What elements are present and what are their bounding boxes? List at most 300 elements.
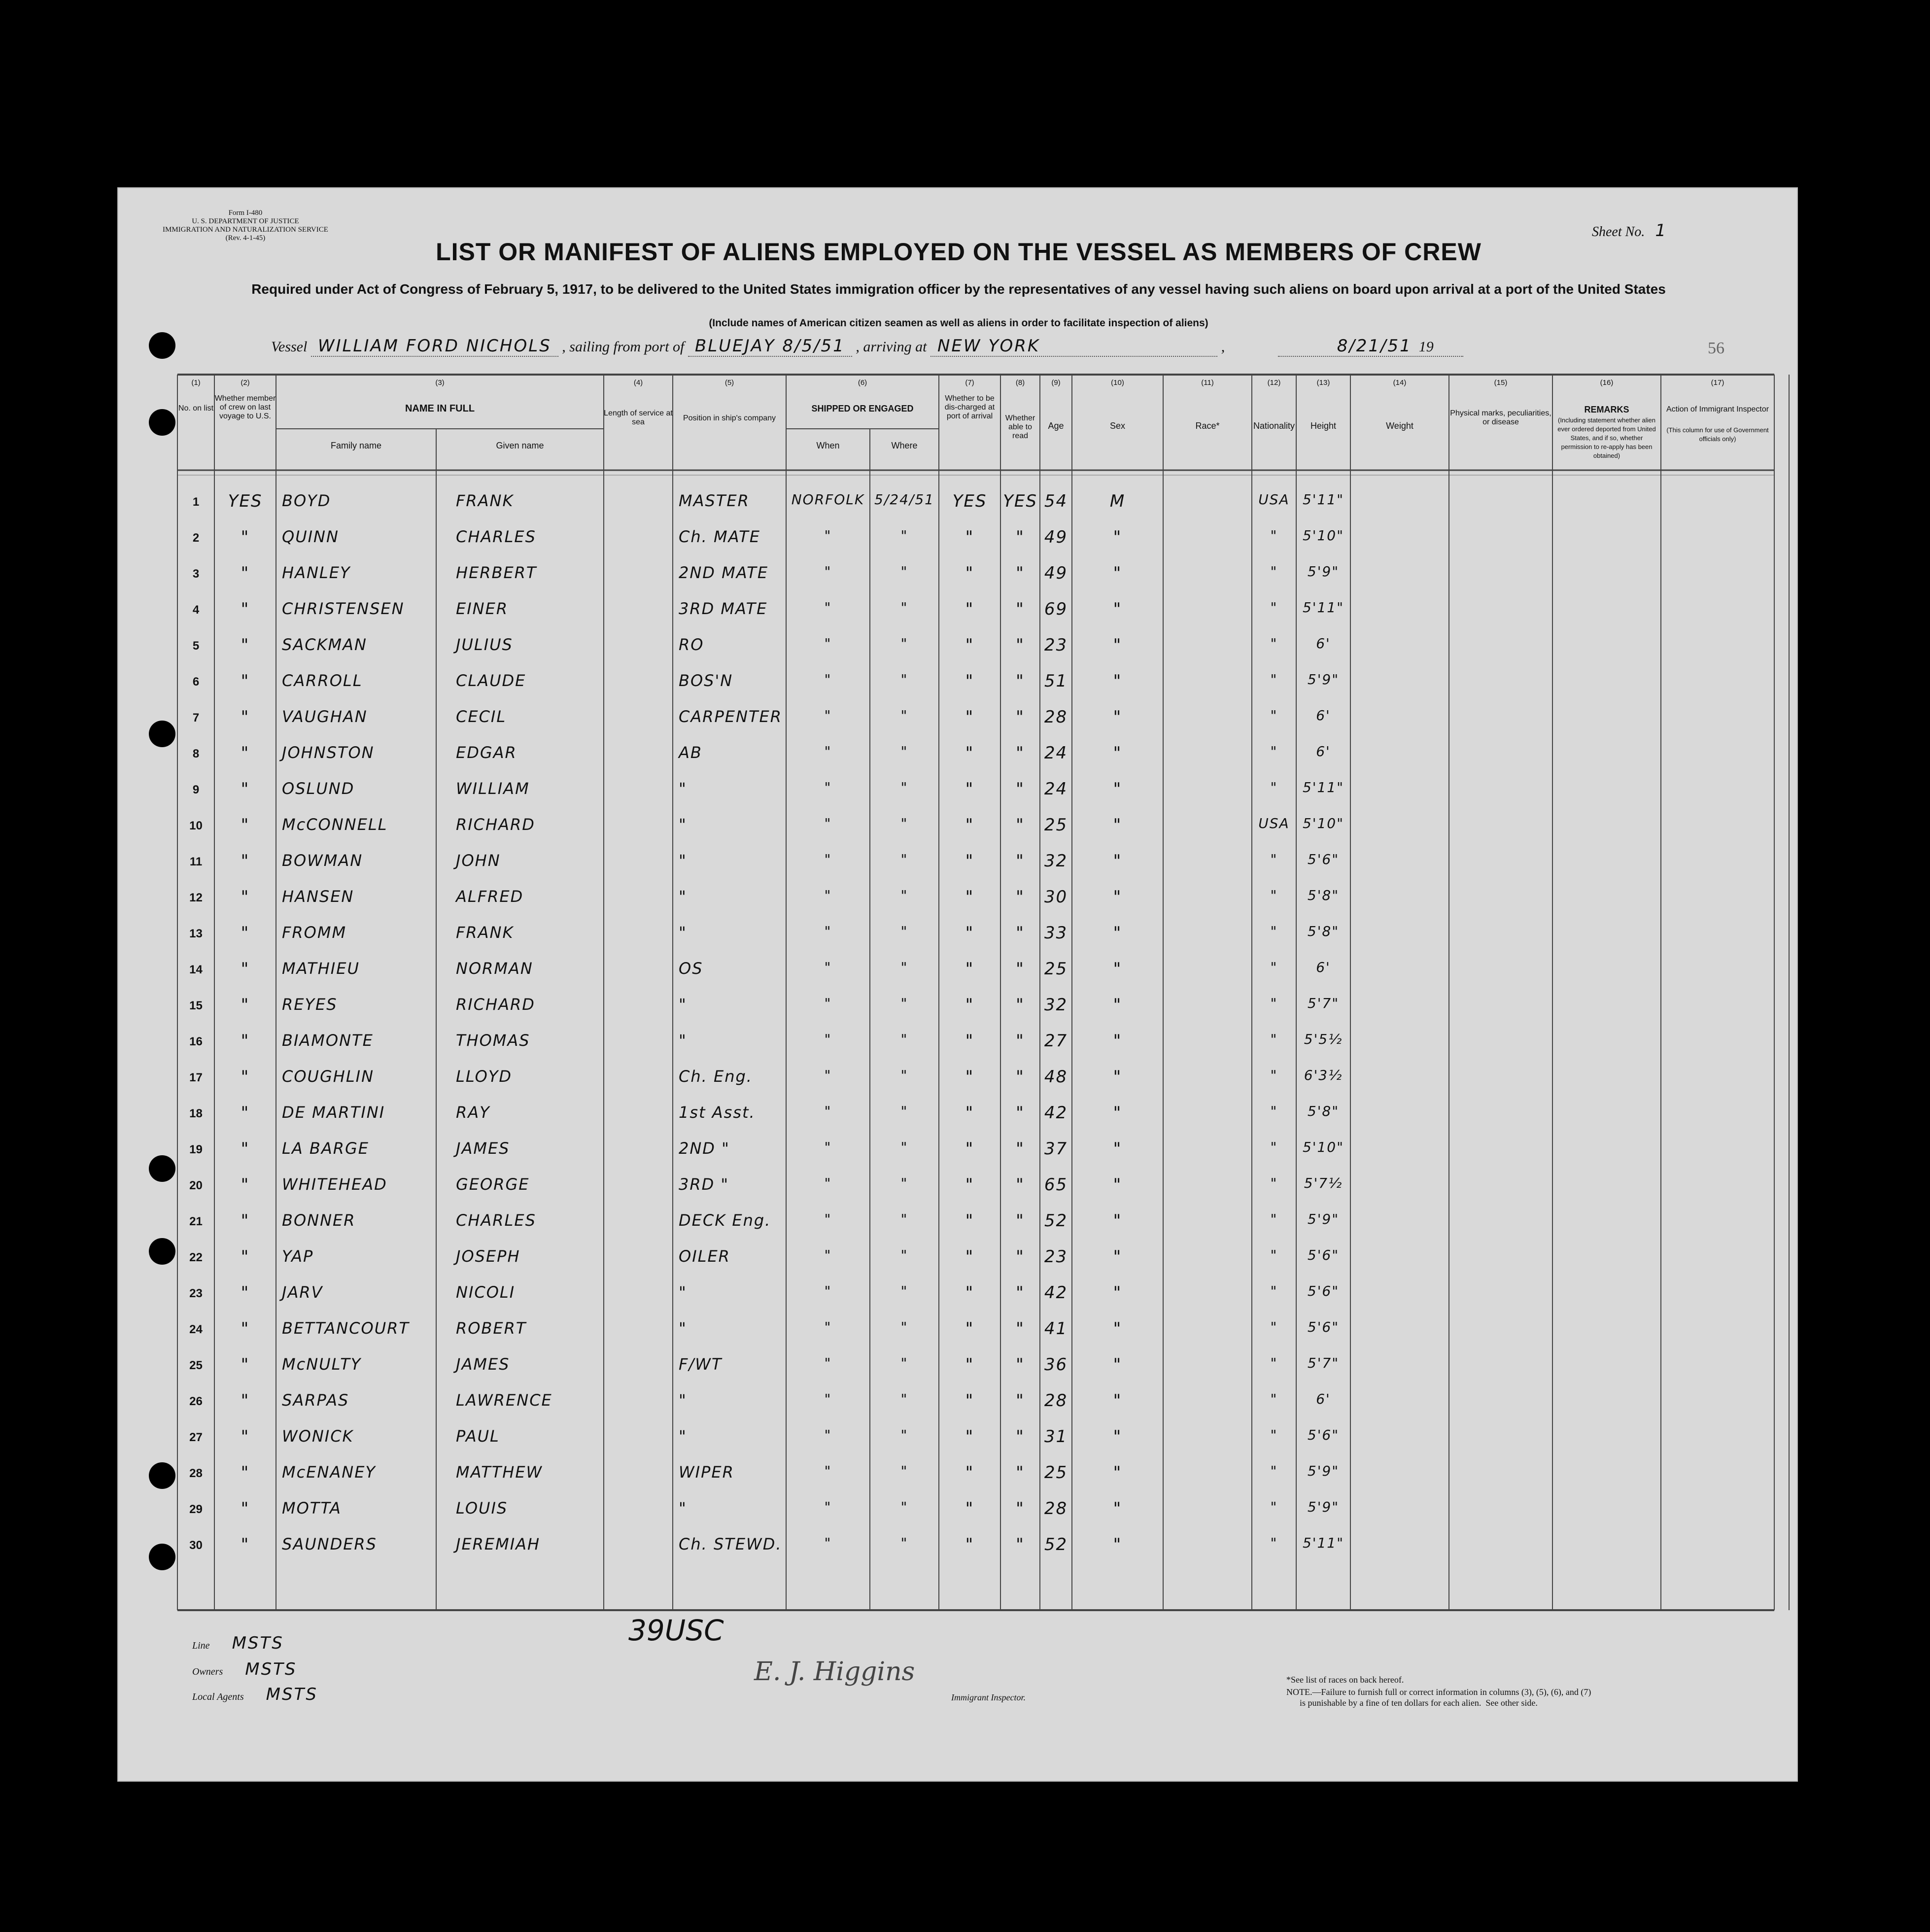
- owners-label: Owners: [192, 1666, 223, 1677]
- row-number: 15: [189, 999, 203, 1012]
- shipped-when-cell: ": [824, 779, 832, 795]
- sailing-label: , sailing from port of: [562, 339, 685, 355]
- discharged-cell: ": [965, 1463, 974, 1483]
- age-cell: 42: [1044, 1283, 1068, 1303]
- able-to-read-cell: ": [1016, 635, 1025, 655]
- footer-owners: [192, 1659, 297, 1679]
- manifest-sheet: [117, 187, 1798, 1782]
- shipped-where-cell: ": [900, 1535, 908, 1551]
- row-number: 6: [192, 675, 200, 689]
- given-name-cell: EDGAR: [456, 743, 517, 762]
- given-name-cell: MATTHEW: [456, 1463, 543, 1482]
- height-cell: 5'6": [1307, 1283, 1340, 1299]
- able-to-read-cell: ": [1016, 1499, 1025, 1518]
- table-row: [118, 1062, 1798, 1098]
- age-cell: 41: [1044, 1319, 1068, 1339]
- family-name-cell: OSLUND: [282, 779, 355, 798]
- table-row: [118, 738, 1798, 774]
- age-cell: 28: [1044, 1391, 1068, 1411]
- age-cell: 36: [1044, 1355, 1068, 1375]
- family-name-cell: LA BARGE: [282, 1139, 369, 1158]
- last-voyage-cell: ": [241, 635, 250, 655]
- department-name: U. S. DEPARTMENT OF JUSTICE: [192, 217, 299, 225]
- able-to-read-cell: ": [1016, 1211, 1025, 1231]
- family-name-cell: MOTTA: [282, 1499, 342, 1518]
- last-voyage-cell: ": [241, 1139, 250, 1159]
- shipped-where-cell: ": [900, 923, 908, 939]
- discharged-cell: ": [965, 1247, 974, 1267]
- shipped-when-cell: ": [824, 1499, 832, 1515]
- last-voyage-cell: YES: [228, 491, 263, 511]
- age-cell: 54: [1044, 491, 1068, 511]
- given-name-cell: CECIL: [456, 707, 507, 726]
- position-cell: ": [679, 887, 687, 906]
- col-family-name-header: Family name: [330, 441, 382, 450]
- footer-line: [192, 1633, 284, 1653]
- last-voyage-cell: ": [241, 1499, 250, 1518]
- given-name-cell: RICHARD: [456, 815, 535, 834]
- row-number: 16: [189, 1035, 203, 1048]
- row-number: 10: [189, 819, 203, 832]
- sex-cell: ": [1113, 1067, 1122, 1087]
- discharged-cell: ": [965, 599, 974, 619]
- able-to-read-cell: ": [1016, 563, 1025, 583]
- position-cell: RO: [679, 635, 704, 654]
- able-to-read-cell: ": [1016, 995, 1025, 1015]
- age-cell: 25: [1044, 1463, 1068, 1483]
- col-remarks-header: REMARKS: [1584, 405, 1629, 414]
- age-cell: 65: [1044, 1175, 1068, 1195]
- table-row: [118, 846, 1798, 882]
- sex-cell: ": [1113, 959, 1122, 979]
- shipped-when-cell: ": [824, 851, 832, 867]
- discharged-cell: ": [965, 1391, 974, 1411]
- nationality-cell: ": [1270, 1103, 1278, 1119]
- shipped-when-cell: ": [824, 1247, 832, 1263]
- age-cell: 49: [1044, 563, 1068, 583]
- table-row: [118, 486, 1798, 522]
- table-row: [118, 1242, 1798, 1278]
- row-number: 28: [189, 1467, 203, 1480]
- shipped-when-cell: ": [824, 1103, 832, 1119]
- sex-cell: ": [1113, 563, 1122, 583]
- family-name-cell: REYES: [282, 995, 338, 1014]
- given-name-cell: CLAUDE: [456, 671, 526, 690]
- family-name-cell: WHITEHEAD: [282, 1175, 387, 1194]
- table-row: [118, 810, 1798, 846]
- table-row: [118, 1386, 1798, 1422]
- shipped-when-cell: ": [824, 635, 832, 652]
- given-name-cell: JEREMIAH: [456, 1535, 541, 1553]
- row-number: 13: [189, 927, 203, 940]
- discharged-cell: ": [965, 779, 974, 799]
- service-name: IMMIGRATION AND NATURALIZATION SERVICE: [163, 226, 328, 234]
- shipped-when-cell: ": [824, 671, 832, 688]
- last-voyage-cell: ": [241, 563, 250, 583]
- nationality-cell: ": [1270, 1319, 1278, 1335]
- height-cell: 5'10": [1302, 815, 1344, 831]
- row-number: 9: [192, 783, 200, 796]
- last-voyage-cell: ": [241, 923, 250, 943]
- sex-cell: ": [1113, 1283, 1122, 1303]
- sex-cell: ": [1113, 1463, 1122, 1483]
- shipped-when-cell: ": [824, 1391, 832, 1407]
- sheet-number-value: 1: [1655, 221, 1666, 241]
- nationality-cell: ": [1270, 1535, 1278, 1551]
- sex-cell: ": [1113, 635, 1122, 655]
- shipped-where-cell: 5/24/51: [874, 491, 934, 508]
- col-inspector-header: Action of Immigrant Inspector: [1666, 405, 1769, 414]
- row-number: 8: [192, 747, 200, 760]
- height-cell: 5'9": [1307, 563, 1340, 580]
- table-row: [118, 1206, 1798, 1242]
- position-cell: 3RD MATE: [679, 599, 768, 618]
- last-voyage-cell: ": [241, 1283, 250, 1303]
- inclusion-note: (Include names of American citizen seamen as well as aliens in order to facilitate inspection of aliens): [709, 317, 1208, 329]
- shipped-when-cell: NORFOLK: [791, 491, 865, 508]
- column-number: (3): [435, 379, 445, 387]
- family-name-cell: BOYD: [282, 491, 331, 510]
- height-cell: 5'8": [1307, 923, 1340, 939]
- able-to-read-cell: ": [1016, 779, 1025, 799]
- col-read-header: Whether able to read: [1005, 414, 1035, 440]
- column-number: (13): [1316, 379, 1330, 387]
- family-name-cell: QUINN: [282, 527, 339, 546]
- nationality-cell: ": [1270, 707, 1278, 724]
- sex-cell: ": [1113, 851, 1122, 871]
- sex-cell: ": [1113, 1031, 1122, 1051]
- height-cell: 5'7½: [1304, 1175, 1343, 1191]
- row-number: 7: [192, 711, 200, 724]
- column-number: (15): [1494, 379, 1508, 387]
- position-cell: CARPENTER: [679, 707, 782, 726]
- shipped-when-cell: ": [824, 1175, 832, 1191]
- shipped-when-cell: ": [824, 995, 832, 1011]
- able-to-read-cell: ": [1016, 1103, 1025, 1123]
- shipped-where-cell: ": [900, 1355, 908, 1371]
- given-name-cell: JAMES: [456, 1139, 510, 1158]
- sex-cell: ": [1113, 1319, 1122, 1339]
- last-voyage-cell: ": [241, 1427, 250, 1447]
- col-weight-header: Weight: [1386, 421, 1413, 431]
- last-voyage-cell: ": [241, 1211, 250, 1231]
- last-voyage-cell: ": [241, 599, 250, 619]
- able-to-read-cell: ": [1016, 1427, 1025, 1447]
- discharged-cell: ": [965, 851, 974, 871]
- discharged-cell: ": [965, 815, 974, 835]
- height-cell: 6': [1316, 959, 1331, 975]
- age-cell: 52: [1044, 1535, 1068, 1554]
- last-voyage-cell: ": [241, 1355, 250, 1375]
- able-to-read-cell: ": [1016, 1067, 1025, 1087]
- nationality-cell: ": [1270, 1391, 1278, 1407]
- line-value: MSTS: [232, 1633, 284, 1653]
- shipped-where-cell: ": [900, 1427, 908, 1443]
- family-name-cell: SACKMAN: [282, 635, 367, 654]
- family-name-cell: McNULTY: [282, 1355, 362, 1374]
- position-cell: OS: [679, 959, 703, 978]
- table-row: [118, 1458, 1798, 1494]
- discharged-cell: ": [965, 995, 974, 1015]
- shipped-when-cell: ": [824, 1535, 832, 1551]
- position-cell: ": [679, 779, 687, 798]
- line-label: Line: [192, 1640, 210, 1651]
- table-row: [118, 1422, 1798, 1458]
- shipped-when-cell: ": [824, 815, 832, 831]
- last-voyage-cell: ": [241, 1463, 250, 1483]
- inspector-label: Immigrant Inspector.: [951, 1692, 1026, 1702]
- table-row: [118, 990, 1798, 1026]
- vessel-name: WILLIAM FORD NICHOLS: [317, 336, 551, 356]
- table-row: [118, 1278, 1798, 1314]
- position-cell: MASTER: [679, 491, 750, 510]
- age-cell: 28: [1044, 1499, 1068, 1518]
- able-to-read-cell: ": [1016, 851, 1025, 871]
- sex-cell: ": [1113, 1427, 1122, 1447]
- able-to-read-cell: ": [1016, 1391, 1025, 1411]
- row-number: 30: [189, 1539, 203, 1552]
- row-number: 1: [192, 495, 200, 509]
- height-cell: 5'8": [1307, 1103, 1340, 1119]
- given-name-cell: NORMAN: [456, 959, 533, 978]
- row-number: 20: [189, 1179, 203, 1192]
- sex-cell: ": [1113, 707, 1122, 727]
- table-row: [118, 882, 1798, 918]
- shipped-when-cell: ": [824, 1319, 832, 1335]
- position-cell: 2ND MATE: [679, 563, 769, 582]
- col-where-header: Where: [891, 441, 918, 450]
- shipped-where-cell: ": [900, 1175, 908, 1191]
- given-name-cell: LAWRENCE: [456, 1391, 552, 1410]
- able-to-read-cell: ": [1016, 1463, 1025, 1483]
- col-given-name-header: Given name: [496, 441, 544, 450]
- height-cell: 6'3½: [1304, 1067, 1343, 1083]
- discharged-cell: ": [965, 1139, 974, 1159]
- last-voyage-cell: ": [241, 1535, 250, 1554]
- last-voyage-cell: ": [241, 815, 250, 835]
- age-cell: 32: [1044, 851, 1068, 871]
- sex-cell: ": [1113, 1391, 1122, 1411]
- last-voyage-cell: ": [241, 887, 250, 907]
- able-to-read-cell: ": [1016, 599, 1025, 619]
- height-cell: 5'11": [1302, 491, 1344, 508]
- table-row: [118, 1494, 1798, 1530]
- row-number: 25: [189, 1359, 203, 1372]
- family-name-cell: SARPAS: [282, 1391, 349, 1410]
- position-cell: WIPER: [679, 1463, 734, 1482]
- nationality-cell: ": [1270, 1067, 1278, 1083]
- last-voyage-cell: ": [241, 1067, 250, 1087]
- table-row: [118, 1026, 1798, 1062]
- discharged-cell: ": [965, 1355, 974, 1375]
- able-to-read-cell: ": [1016, 959, 1025, 979]
- family-name-cell: BIAMONTE: [282, 1031, 374, 1050]
- table-row: [118, 1098, 1798, 1134]
- table-row: [118, 1134, 1798, 1170]
- age-cell: 49: [1044, 527, 1068, 547]
- position-cell: ": [679, 1319, 687, 1338]
- age-cell: 48: [1044, 1067, 1068, 1087]
- discharged-cell: ": [965, 527, 974, 547]
- height-cell: 5'10": [1302, 527, 1344, 544]
- age-cell: 69: [1044, 599, 1068, 619]
- position-cell: F/WT: [679, 1355, 723, 1374]
- form-number: Form I-480: [228, 209, 263, 217]
- shipped-when-cell: ": [824, 1211, 832, 1227]
- shipped-when-cell: ": [824, 707, 832, 724]
- position-cell: 3RD ": [679, 1175, 729, 1194]
- col-height-header: Height: [1310, 421, 1337, 431]
- position-cell: BOS'N: [679, 671, 733, 690]
- table-row: [118, 954, 1798, 990]
- given-name-cell: CHARLES: [456, 1211, 536, 1230]
- shipped-when-cell: ": [824, 563, 832, 580]
- sex-cell: ": [1113, 1103, 1122, 1123]
- arriving-label: , arriving at: [856, 339, 927, 355]
- nationality-cell: ": [1270, 671, 1278, 688]
- sex-cell: ": [1113, 1247, 1122, 1267]
- position-cell: DECK Eng.: [679, 1211, 771, 1230]
- nationality-cell: ": [1270, 1355, 1278, 1371]
- shipped-where-cell: ": [900, 1499, 908, 1515]
- row-number: 23: [189, 1287, 203, 1300]
- nationality-cell: ": [1270, 1499, 1278, 1515]
- shipped-where-cell: ": [900, 1031, 908, 1047]
- able-to-read-cell: ": [1016, 1247, 1025, 1267]
- given-name-cell: WILLIAM: [456, 779, 530, 798]
- shipped-where-cell: ": [900, 1067, 908, 1083]
- given-name-cell: THOMAS: [456, 1031, 530, 1050]
- shipped-when-cell: ": [824, 599, 832, 616]
- shipped-when-cell: ": [824, 1355, 832, 1371]
- given-name-cell: ALFRED: [456, 887, 524, 906]
- sex-cell: ": [1113, 599, 1122, 619]
- nationality-cell: ": [1270, 995, 1278, 1011]
- position-cell: ": [679, 1031, 687, 1050]
- shipped-where-cell: ": [900, 995, 908, 1011]
- given-name-cell: RICHARD: [456, 995, 535, 1014]
- col-shipped-header: SHIPPED OR ENGAGED: [811, 404, 914, 414]
- table-row: [118, 774, 1798, 810]
- row-number: 5: [192, 639, 200, 653]
- col-physical-marks-header: Physical marks, peculiarities, or disease: [1450, 409, 1551, 426]
- able-to-read-cell: ": [1016, 1355, 1025, 1375]
- nationality-cell: ": [1270, 1211, 1278, 1227]
- position-cell: Ch. STEWD.: [679, 1535, 782, 1553]
- last-voyage-cell: ": [241, 959, 250, 979]
- shipped-when-cell: ": [824, 1139, 832, 1155]
- height-cell: 5'9": [1307, 1211, 1340, 1227]
- col-remarks-subheader: (Including statement whether alien ever ordered deported from United States, and if so, whether permission to re-apply has been obtained): [1557, 416, 1656, 459]
- family-name-cell: FROMM: [282, 923, 347, 942]
- column-number: (1): [191, 379, 201, 387]
- family-name-cell: WONICK: [282, 1427, 354, 1446]
- given-name-cell: ROBERT: [456, 1319, 527, 1338]
- able-to-read-cell: ": [1016, 527, 1025, 547]
- discharged-cell: ": [965, 1319, 974, 1339]
- col-position-header: Position in ship's company: [683, 414, 776, 422]
- page-stamp: 56: [1708, 339, 1724, 357]
- nationality-cell: ": [1270, 743, 1278, 759]
- page-subtitle: Required under Act of Congress of February 5, 1917, to be delivered to the United States immigration officer by the representatives of any vessel having such aliens on board upon arrival at a port of the United States: [251, 281, 1666, 297]
- age-cell: 28: [1044, 707, 1068, 727]
- col-nationality-header: Nationality: [1253, 421, 1295, 431]
- given-name-cell: JAMES: [456, 1355, 510, 1374]
- discharged-cell: ": [965, 707, 974, 727]
- shipped-when-cell: ": [824, 1283, 832, 1299]
- able-to-read-cell: YES: [1003, 491, 1037, 511]
- last-voyage-cell: ": [241, 779, 250, 799]
- height-cell: 5'5½: [1304, 1031, 1343, 1047]
- last-voyage-cell: ": [241, 527, 250, 547]
- penalty-note: NOTE.—Failure to furnish full or correct information in columns (3), (5), (6), and (7) is punishable by a fine of ten dollars for each alien. See other side.: [1286, 1687, 1591, 1708]
- discharged-cell: ": [965, 635, 974, 655]
- nationality-cell: ": [1270, 1247, 1278, 1263]
- able-to-read-cell: ": [1016, 1319, 1025, 1339]
- last-voyage-cell: ": [241, 1175, 250, 1195]
- age-cell: 52: [1044, 1211, 1068, 1231]
- row-number: 24: [189, 1323, 203, 1336]
- year-suffix: 19: [1418, 339, 1434, 355]
- shipped-where-cell: ": [900, 527, 908, 544]
- age-cell: 33: [1044, 923, 1068, 943]
- family-name-cell: DE MARTINI: [282, 1103, 385, 1122]
- height-cell: 5'9": [1307, 1499, 1340, 1515]
- height-cell: 6': [1316, 707, 1331, 724]
- last-voyage-cell: ": [241, 743, 250, 763]
- row-number: 2: [192, 531, 200, 545]
- discharged-cell: ": [965, 1103, 974, 1123]
- position-cell: 2ND ": [679, 1139, 730, 1158]
- table-row: [118, 558, 1798, 594]
- position-cell: Ch. MATE: [679, 527, 760, 546]
- last-voyage-cell: ": [241, 707, 250, 727]
- nationality-cell: ": [1270, 563, 1278, 580]
- column-number: (11): [1201, 379, 1214, 387]
- age-cell: 31: [1044, 1427, 1068, 1447]
- sailing-port: BLUEJAY 8/5/51: [694, 336, 845, 356]
- discharged-cell: ": [965, 959, 974, 979]
- age-cell: 27: [1044, 1031, 1068, 1051]
- nationality-cell: ": [1270, 635, 1278, 652]
- able-to-read-cell: ": [1016, 707, 1025, 727]
- discharged-cell: ": [965, 1031, 974, 1051]
- able-to-read-cell: ": [1016, 1535, 1025, 1554]
- able-to-read-cell: ": [1016, 1139, 1025, 1159]
- column-number: (12): [1267, 379, 1281, 387]
- nationality-cell: ": [1270, 599, 1278, 616]
- shipped-when-cell: ": [824, 527, 832, 544]
- given-name-cell: RAY: [456, 1103, 490, 1122]
- height-cell: 6': [1316, 743, 1331, 759]
- family-name-cell: BONNER: [282, 1211, 356, 1230]
- shipped-when-cell: ": [824, 923, 832, 939]
- position-cell: ": [679, 1499, 687, 1518]
- able-to-read-cell: ": [1016, 1031, 1025, 1051]
- sex-cell: ": [1113, 1355, 1122, 1375]
- nationality-cell: ": [1270, 959, 1278, 975]
- position-cell: 1st Asst.: [679, 1103, 756, 1122]
- position-cell: ": [679, 1283, 687, 1302]
- nationality-cell: ": [1270, 923, 1278, 939]
- shipped-where-cell: ": [900, 1391, 908, 1407]
- sex-cell: ": [1113, 779, 1122, 799]
- position-cell: Ch. Eng.: [679, 1067, 753, 1086]
- table-row: [118, 1170, 1798, 1206]
- row-number: 26: [189, 1395, 203, 1408]
- given-name-cell: FRANK: [456, 923, 514, 942]
- shipped-where-cell: ": [900, 635, 908, 652]
